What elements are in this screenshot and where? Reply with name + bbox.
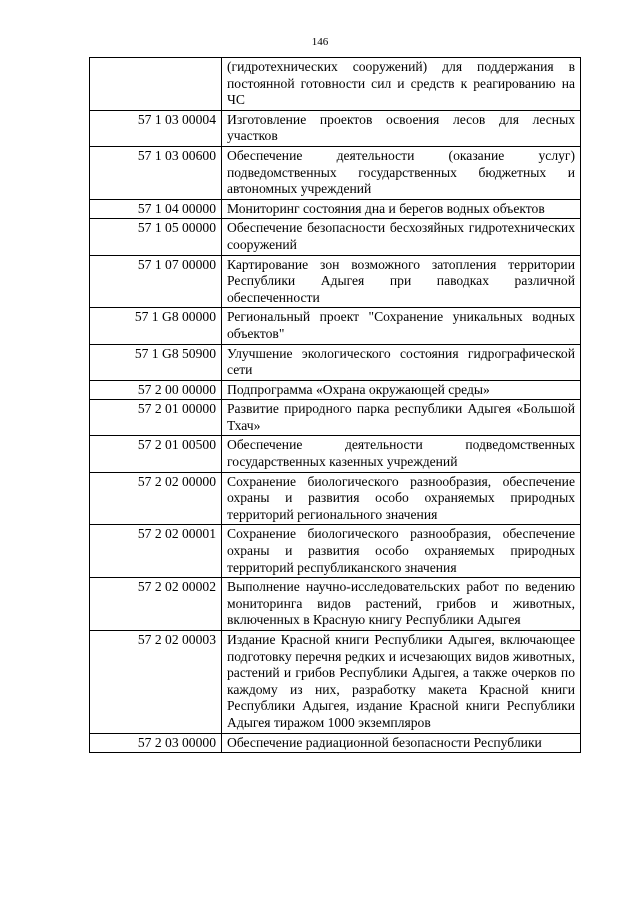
table-row — [90, 219, 581, 255]
row-description: Обеспечение радиационной безопасности Республики — [222, 733, 581, 753]
table-row — [90, 631, 581, 734]
row-code: 57 2 01 00500 — [90, 436, 222, 472]
table-row — [90, 525, 581, 578]
table-row — [90, 380, 581, 400]
table-row — [90, 344, 581, 380]
row-description: Обеспечение деятельности (оказание услуг) подведомственных государственных бюджетных и автономных учреждений — [222, 146, 581, 199]
row-description: Изготовление проектов освоения лесов для лесных участков — [222, 110, 581, 146]
table-row — [90, 400, 581, 436]
row-description: Подпрограмма «Охрана окружающей среды» — [222, 380, 581, 400]
row-code: 57 1 03 00004 — [90, 110, 222, 146]
row-description: (гидротехнических сооружений) для поддержания в постоянной готовности сил и средств к реагированию на ЧС — [222, 58, 581, 111]
row-code: 57 2 01 00000 — [90, 400, 222, 436]
row-code: 57 2 02 00000 — [90, 472, 222, 525]
table-row — [90, 308, 581, 344]
row-code: 57 1 G8 00000 — [90, 308, 222, 344]
row-description: Обеспечение деятельности подведомственных государственных казенных учреждений — [222, 436, 581, 472]
table-row — [90, 58, 581, 111]
table-row — [90, 199, 581, 219]
row-description: Мониторинг состояния дна и берегов водных объектов — [222, 199, 581, 219]
table-row — [90, 472, 581, 525]
row-description: Региональный проект "Сохранение уникальных водных объектов" — [222, 308, 581, 344]
row-description: Сохранение биологического разнообразия, обеспечение охраны и развития особо охраняемых природных территорий республиканского значения — [222, 525, 581, 578]
row-code: 57 1 G8 50900 — [90, 344, 222, 380]
row-description: Издание Красной книги Республики Адыгея, включающее подготовку перечня редких и исчезающих видов животных, растений и грибов Республики Адыгея, а также очерков по каждому из них, разработку макета Красной книги Республики Адыгея, издание Красной книги Республики Адыгея тиражом 1000 экземпляров — [222, 631, 581, 734]
table-row — [90, 436, 581, 472]
row-code: 57 1 03 00600 — [90, 146, 222, 199]
row-code: 57 1 05 00000 — [90, 219, 222, 255]
row-code: 57 2 00 00000 — [90, 380, 222, 400]
table-body — [90, 58, 581, 753]
table-row — [90, 578, 581, 631]
budget-codes-table — [89, 57, 581, 753]
row-code — [90, 58, 222, 111]
row-description: Сохранение биологического разнообразия, обеспечение охраны и развития особо охраняемых природных территорий регионального значения — [222, 472, 581, 525]
table-row — [90, 255, 581, 308]
row-code: 57 2 03 00000 — [90, 733, 222, 753]
row-description: Картирование зон возможного затопления территории Республики Адыгея при паводках различной обеспеченности — [222, 255, 581, 308]
table-row — [90, 110, 581, 146]
row-code: 57 2 02 00001 — [90, 525, 222, 578]
row-description: Развитие природного парка республики Адыгея «Большой Тхач» — [222, 400, 581, 436]
table-row — [90, 733, 581, 753]
row-code: 57 2 02 00003 — [90, 631, 222, 734]
row-code: 57 2 02 00002 — [90, 578, 222, 631]
row-description: Выполнение научно-исследовательских работ по ведению мониторинга видов растений, грибов и животных, включенных в Красную книгу Республики Адыгея — [222, 578, 581, 631]
row-code: 57 1 04 00000 — [90, 199, 222, 219]
row-description: Улучшение экологического состояния гидрографической сети — [222, 344, 581, 380]
table-row — [90, 146, 581, 199]
page-number: 146 — [311, 36, 329, 48]
row-description: Обеспечение безопасности бесхозяйных гидротехнических сооружений — [222, 219, 581, 255]
row-code: 57 1 07 00000 — [90, 255, 222, 308]
